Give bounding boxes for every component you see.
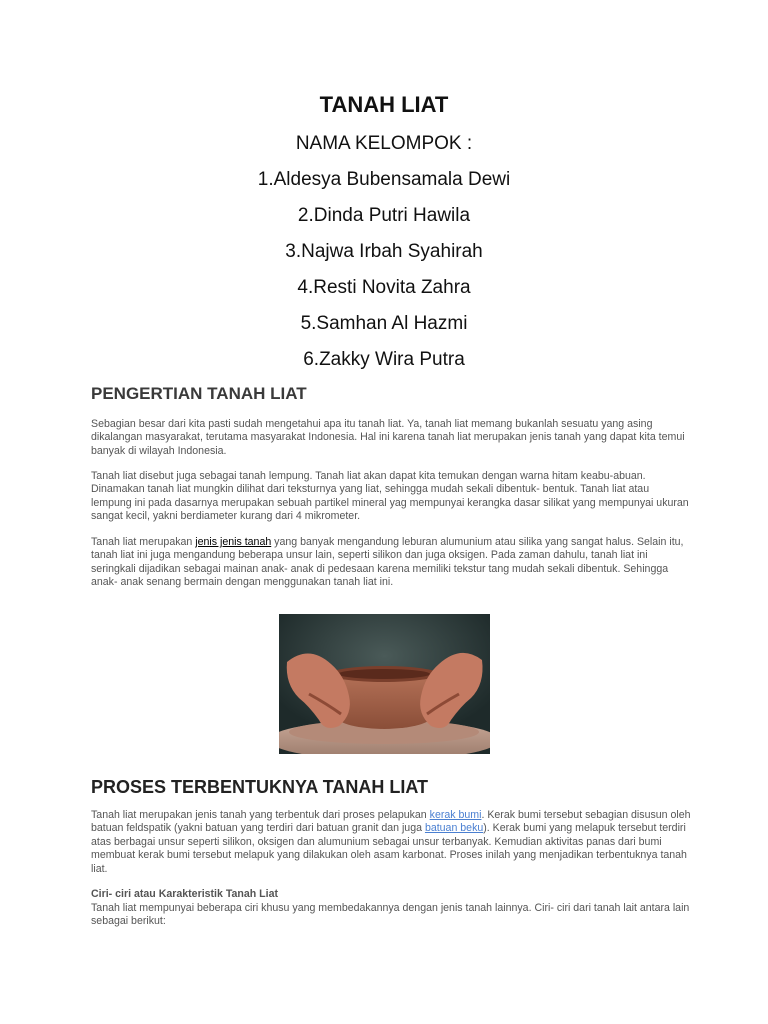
member-6: 6.Zakky Wira Putra xyxy=(303,349,465,370)
paragraph-1: Sebagian besar dari kita pasti sudah mengetahui apa itu tanah liat. Ya, tanah liat memang bukanlah sesuatu yang asing dikalangan masyarakat, terutama masyarakat Indonesia. Hal ini karena tanah liat merupakan jenis tanah yang dapat kita temui banyak di wilayah Indonesia. xyxy=(91,418,685,457)
member-2: 2.Dinda Putri Hawila xyxy=(297,205,471,226)
paragraph-5: Tanah liat mempunyai beberapa ciri khusu yang membedakannya dengan jenis tanah lainnya. Ciri- ciri dari tanah lait antara lain sebagai berikut: xyxy=(91,902,690,928)
pottery-photo xyxy=(279,614,490,754)
paragraph-4 xyxy=(91,809,691,876)
paragraph-4-text-a: Tanah liat merupakan jenis tanah yang terbentuk dari proses pelapukan xyxy=(91,809,430,821)
paragraph-3-text-a: Tanah liat merupakan xyxy=(91,536,196,548)
section-heading-pengertian: PENGERTIAN TANAH LIAT xyxy=(91,384,307,403)
paragraph-4-text-c: ). Kerak bumi yang melapuk tersebut terdiri atas berbagai unsur seperti silikon, oksigen dan alumunium sebagai unsur terbanyak. Kemudian aktivitas panas dari bumi membuat kerak bumi tersebut melapuk yang dilakukan oleh asam karbonat. Proses inilah yang menjadikan terbentuknya tanah liat. xyxy=(91,822,687,875)
member-4: 4.Resti Novita Zahra xyxy=(297,277,471,298)
member-5: 5.Samhan Al Hazmi xyxy=(300,313,468,334)
member-3: 3.Najwa Irbah Syahirah xyxy=(285,241,483,262)
paragraph-3-text-b: yang banyak mengandung leburan alumunium atau silika yang sangat halus. Selain itu, tanah liat ini juga mengandung beberapa unsur lain, seperti silikon dan juga oksigen. Pada zaman dahulu, tanah liat ini seringkali dijadikan sebagai mainan anak- anak di pedesaan karena memiliki tekstur tang mudah sekali dibentuk. Sehingga anak- anak senang bermain dengan menggunakan tanah liat ini. xyxy=(91,536,684,589)
paragraph-3 xyxy=(91,536,691,590)
link-jenis-jenis-tanah[interactable]: jenis jenis tanah xyxy=(195,536,272,548)
group-heading: NAMA KELOMPOK : xyxy=(295,133,473,154)
link-kerak-bumi[interactable]: kerak bumi xyxy=(429,809,482,821)
paragraph-4-text-b: . Kerak bumi tersebut sebagian disusun oleh batuan feldspatik (yakni batuan yang terdiri dari batuan granit dan juga xyxy=(91,809,691,835)
document-title: TANAH LIAT xyxy=(319,92,449,117)
paragraph-2: Tanah liat disebut juga sebagai tanah lempung. Tanah liat akan dapat kita temukan dengan warna hitam keabu-abuan. Dinamakan tanah liat mungkin dilihat dari teksturnya yang liat, sehingga mudah sekali dibentuk- bentuk. Tanah liat atau lempung ini pada dasarnya merupakan sebuah partikel mineral yag mempunyai kerangka dasar silikat yang mempunyai ukuran sangat kecil, yakni berdiameter kurang dari 4 mikrometer. xyxy=(91,470,689,523)
member-1: 1.Aldesya Bubensamala Dewi xyxy=(257,169,511,190)
pottery-photo-illustration xyxy=(279,614,490,754)
section-heading-proses: PROSES TERBENTUKNYA TANAH LIAT xyxy=(91,777,429,797)
subheading-ciri: Ciri- ciri atau Karakteristik Tanah Liat xyxy=(91,888,279,900)
link-batuan-beku[interactable]: batuan beku xyxy=(424,822,484,835)
